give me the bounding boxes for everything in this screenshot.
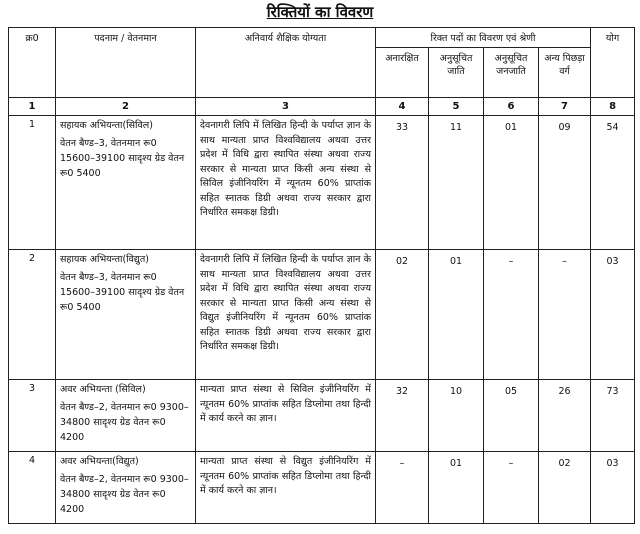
row-post [56, 452, 196, 524]
row-sno: 2 [9, 250, 56, 380]
header-st: अनुसूचित जनजाति [484, 48, 539, 98]
row-qualification: देवनागरी लिपि में लिखित हिन्दी के पर्याप्त ज्ञान के साथ मान्यता प्राप्त विश्वविद्यालय अथवा उत्तर प्रदेश में विधि द्वारा स्थापित संस्था अथवा राज्य सरकार से मान्यता प्राप्त किसी अन्य संस्था से विद्युत इंजीनियरिंग में न्यूनतम 60% प्राप्तांक सहित स्नातक डिग्री अथवा राज्य सरकार द्वारा निर्धारित समकक्ष डिग्री। [196, 250, 376, 380]
row-qualification: मान्यता प्राप्त संस्था से विद्युत इंजीनियरिंग में न्यूनतम 60% प्राप्तांक सहित डिप्लोमा तथा हिन्दी में कार्य करने का ज्ञान। [196, 452, 376, 524]
pay-scale: वेतन बैण्ड–3, वेतनमान रू0 15600–39100 सादृश्य ग्रेड वेतन रू0 5400 [60, 272, 185, 313]
row-unreserved: 32 [376, 380, 429, 452]
header-sc: अनुसूचित जाति [429, 48, 484, 98]
col-num: 1 [9, 98, 56, 116]
row-unreserved: 33 [376, 116, 429, 250]
table-row [9, 250, 635, 380]
row-unreserved: 02 [376, 250, 429, 380]
row-sno: 4 [9, 452, 56, 524]
row-post [56, 380, 196, 452]
table-row [9, 116, 635, 250]
row-total: 73 [591, 380, 635, 452]
row-obc: 02 [539, 452, 591, 524]
row-st: – [484, 452, 539, 524]
post-name: अवर अभियन्ता (सिविल) [60, 384, 146, 395]
header-unreserved: अनारक्षित [376, 48, 429, 98]
table-row [9, 380, 635, 452]
row-total: 03 [591, 452, 635, 524]
row-st: 01 [484, 116, 539, 250]
row-sc: 10 [429, 380, 484, 452]
col-num: 8 [591, 98, 635, 116]
table-row [9, 452, 635, 524]
post-name: अवर अभियन्ता(विद्युत) [60, 456, 139, 467]
header-row [9, 28, 635, 48]
pay-scale: वेतन बैण्ड–2, वेतनमान रू0 9300–34800 सादृश्य ग्रेड वेतन रू0 4200 [60, 402, 189, 443]
row-qualification: देवनागरी लिपि में लिखित हिन्दी के पर्याप्त ज्ञान के साथ मान्यता प्राप्त विश्वविद्यालय अथवा उत्तर प्रदेश में विधि द्वारा स्थापित संस्था अथवा राज्य सरकार से मान्यता प्राप्त किसी अन्य संस्था से सिविल इंजीनियरिंग में न्यूनतम 60% प्राप्तांक सहित स्नातक डिग्री अथवा राज्य सरकार द्वारा निर्धारित समकक्ष डिग्री। [196, 116, 376, 250]
pay-scale: वेतन बैण्ड–3, वेतनमान रू0 15600–39100 सादृश्य ग्रेड वेतन रू0 5400 [60, 138, 185, 179]
post-name: सहायक अभियन्ता(विद्युत) [60, 254, 150, 265]
row-post [56, 250, 196, 380]
page-title: रिक्तियों का विवरण [266, 3, 374, 21]
row-sc: 01 [429, 452, 484, 524]
header-vacancy-group: रिक्त पदों का विवरण एवं श्रेणी [376, 28, 591, 48]
row-sc: 01 [429, 250, 484, 380]
row-sc: 11 [429, 116, 484, 250]
col-num: 4 [376, 98, 429, 116]
row-sno: 3 [9, 380, 56, 452]
pay-scale: वेतन बैण्ड–2, वेतनमान रू0 9300–34800 सादृश्य ग्रेड वेतन रू0 4200 [60, 474, 189, 515]
row-sno: 1 [9, 116, 56, 250]
header-post: पदनाम / वेतनमान [56, 28, 196, 98]
row-obc: 26 [539, 380, 591, 452]
header-sno: क्र0 [9, 28, 56, 98]
row-post [56, 116, 196, 250]
column-number-row [9, 98, 635, 116]
header-obc: अन्य पिछड़ा वर्ग [539, 48, 591, 98]
row-total: 03 [591, 250, 635, 380]
row-st: – [484, 250, 539, 380]
vacancy-table [8, 27, 635, 524]
col-num: 2 [56, 98, 196, 116]
row-obc: – [539, 250, 591, 380]
col-num: 3 [196, 98, 376, 116]
row-total: 54 [591, 116, 635, 250]
row-qualification: मान्यता प्राप्त संस्था से सिविल इंजीनियरिंग में न्यूनतम 60% प्राप्तांक सहित डिप्लोमा तथा हिन्दी में कार्य करने का ज्ञान। [196, 380, 376, 452]
header-total: योग [591, 28, 635, 98]
row-unreserved: – [376, 452, 429, 524]
col-num: 7 [539, 98, 591, 116]
row-st: 05 [484, 380, 539, 452]
header-qualification: अनिवार्य शैक्षिक योग्यता [196, 28, 376, 98]
col-num: 6 [484, 98, 539, 116]
row-obc: 09 [539, 116, 591, 250]
col-num: 5 [429, 98, 484, 116]
post-name: सहायक अभियन्ता(सिविल) [60, 120, 153, 131]
